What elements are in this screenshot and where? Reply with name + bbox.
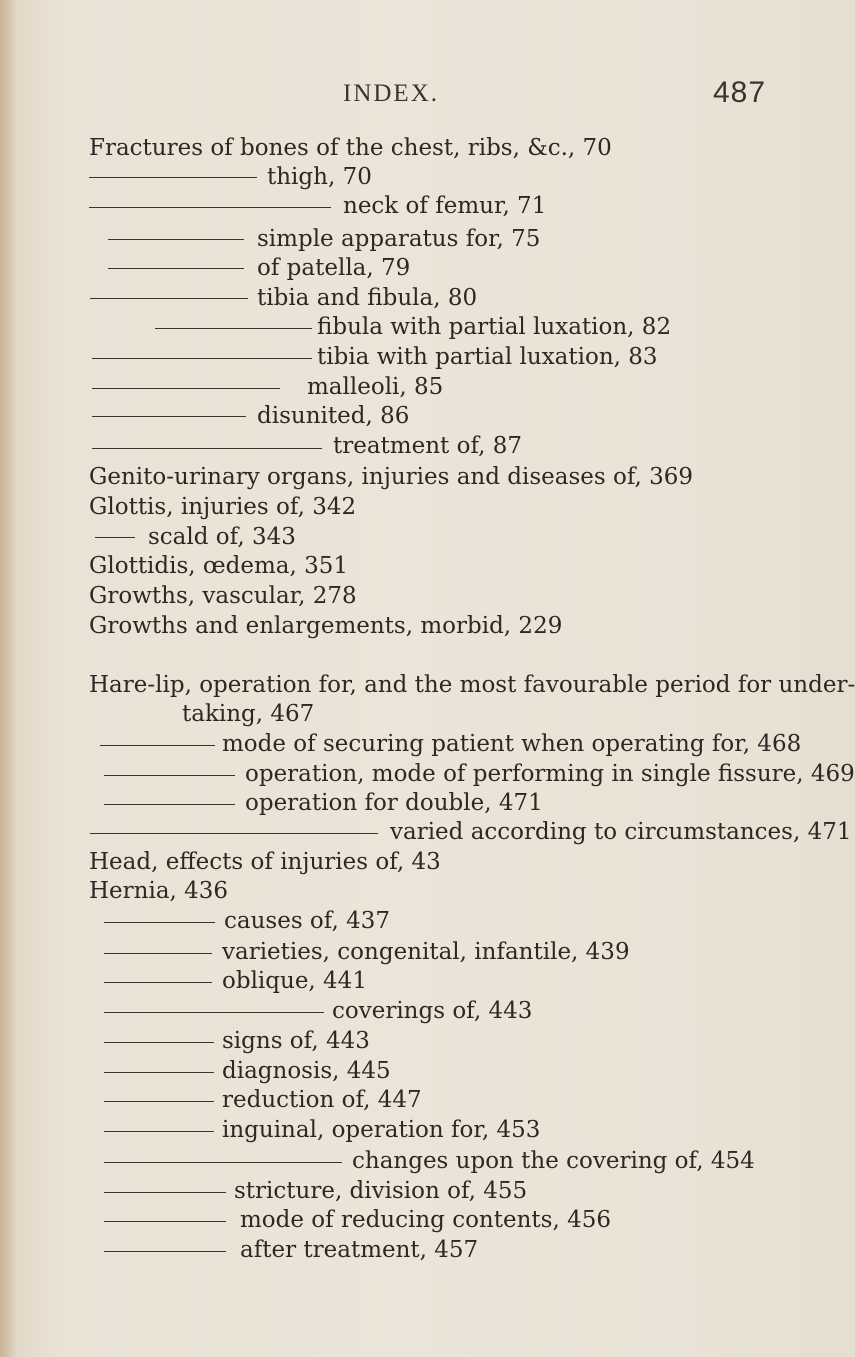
index-entry: Genito-urinary organs, injuries and diseases of, 369 — [89, 464, 694, 490]
index-entry: scald of, 343 — [148, 524, 296, 550]
index-entry: Growths, vascular, 278 — [89, 583, 357, 609]
repeat-dash — [95, 537, 135, 538]
index-entry: inguinal, operation for, 453 — [222, 1117, 541, 1143]
repeat-dash — [92, 388, 280, 389]
repeat-dash — [108, 268, 244, 269]
index-entry: varieties, congenital, infantile, 439 — [222, 939, 630, 965]
repeat-dash — [104, 1101, 214, 1102]
index-entry: thigh, 70 — [267, 164, 372, 190]
index-entry: Head, effects of injuries of, 43 — [89, 849, 441, 875]
index-entry: coverings of, 443 — [332, 998, 533, 1024]
repeat-dash — [92, 448, 322, 449]
page-edge — [0, 0, 16, 1357]
repeat-dash — [104, 1042, 214, 1043]
repeat-dash — [92, 416, 246, 417]
repeat-dash — [104, 1162, 342, 1163]
index-entry: treatment of, 87 — [333, 433, 523, 459]
index-entry: operation for double, 471 — [245, 790, 543, 816]
index-entry: tibia and fibula, 80 — [257, 285, 478, 311]
index-entry: fibula with partial luxation, 82 — [317, 314, 672, 340]
index-entry: reduction of, 447 — [222, 1087, 422, 1113]
repeat-dash — [104, 1221, 226, 1222]
index-entry: causes of, 437 — [224, 908, 390, 934]
repeat-dash — [104, 1131, 214, 1132]
repeat-dash — [89, 207, 331, 208]
index-entry: varied according to circumstances, 471 — [390, 819, 852, 845]
index-entry: Growths and enlargements, morbid, 229 — [89, 613, 563, 639]
index-entry: Glottidis, œdema, 351 — [89, 553, 349, 579]
index-entry: diagnosis, 445 — [222, 1058, 391, 1084]
repeat-dash — [104, 804, 235, 805]
page-header-title: INDEX. — [343, 80, 440, 107]
repeat-dash — [92, 358, 312, 359]
index-entry: Glottis, injuries of, 342 — [89, 494, 357, 520]
index-entry: after treatment, 457 — [240, 1237, 479, 1263]
index-entry: malleoli, 85 — [307, 374, 444, 400]
index-entry: of patella, 79 — [257, 255, 411, 281]
index-entry: operation, mode of performing in single fissure, 469 — [245, 761, 855, 787]
repeat-dash — [104, 1012, 324, 1013]
repeat-dash — [104, 953, 212, 954]
index-entry: Fractures of bones of the chest, ribs, &c., 70 — [89, 135, 612, 161]
repeat-dash — [104, 1192, 226, 1193]
index-entry: taking, 467 — [182, 701, 315, 727]
index-entry: mode of securing patient when operating for, 468 — [222, 731, 802, 757]
repeat-dash — [108, 239, 244, 240]
repeat-dash — [155, 328, 312, 329]
repeat-dash — [104, 982, 212, 983]
index-entry: tibia with partial luxation, 83 — [317, 344, 658, 370]
repeat-dash — [90, 833, 378, 834]
index-entry: oblique, 441 — [222, 968, 367, 994]
index-entry: changes upon the covering of, 454 — [352, 1148, 755, 1174]
repeat-dash — [89, 177, 257, 178]
index-entry: disunited, 86 — [257, 403, 410, 429]
repeat-dash — [90, 298, 248, 299]
index-entry: Hare-lip, operation for, and the most favourable period for under- — [89, 672, 855, 698]
page-number: 487 — [713, 76, 767, 109]
index-entry: neck of femur, 71 — [343, 193, 547, 219]
repeat-dash — [104, 1072, 214, 1073]
index-entry: signs of, 443 — [222, 1028, 370, 1054]
repeat-dash — [100, 745, 215, 746]
index-entry: Hernia, 436 — [89, 878, 229, 904]
index-entry: simple apparatus for, 75 — [257, 226, 541, 252]
repeat-dash — [104, 1251, 226, 1252]
index-entry: mode of reducing contents, 456 — [240, 1207, 611, 1233]
index-entry: stricture, division of, 455 — [234, 1178, 528, 1204]
repeat-dash — [104, 922, 215, 923]
repeat-dash — [104, 775, 235, 776]
